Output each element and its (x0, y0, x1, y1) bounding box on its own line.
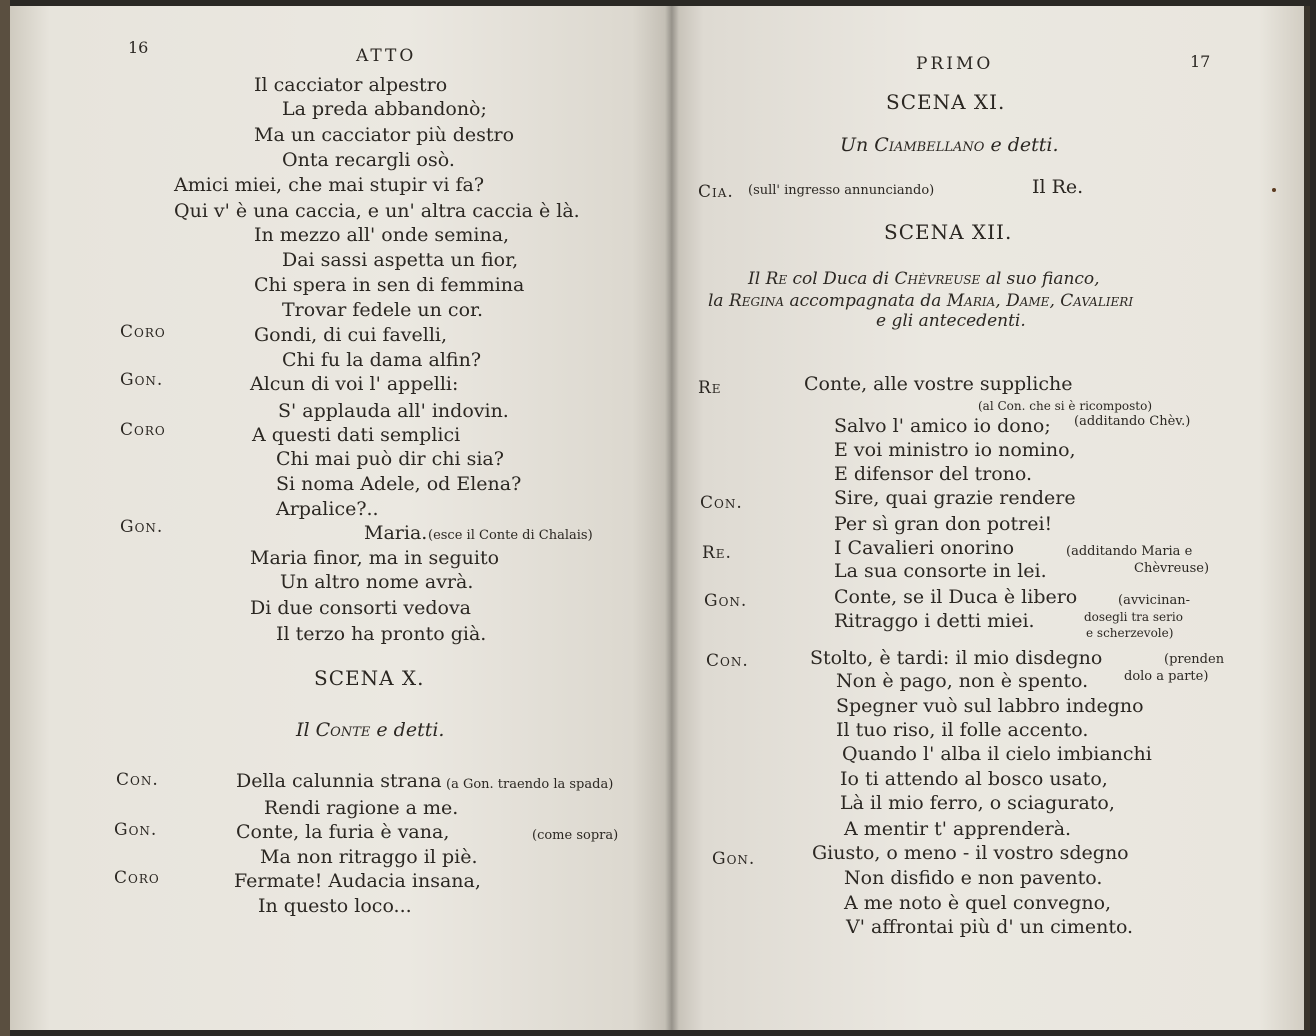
book-gutter (665, 6, 679, 1030)
scene-description-part: Il (748, 269, 766, 289)
speaker-label: Coro (120, 322, 166, 342)
left-page (10, 6, 672, 1030)
speaker-label: Gon. (120, 517, 164, 537)
running-head: ATTO (356, 46, 417, 66)
verse-line: Spegner vuò sul labbro indegno (836, 695, 1144, 717)
verse-line: In questo loco... (258, 895, 412, 917)
verse-line: Non è pago, non è spento. (836, 670, 1089, 692)
verse-line: Un altro nome avrà. (280, 571, 474, 593)
stage-direction: (sull' ingresso annunciando) (748, 183, 935, 198)
verse-line: Il terzo ha pronto già. (276, 623, 487, 645)
verse-line: Della calunnia strana (236, 770, 442, 792)
scene-description-name: Maria (946, 291, 996, 311)
verse-line: Chi fu la dama alfin? (282, 349, 482, 371)
verse-line: Ritraggo i detti miei. (834, 610, 1035, 632)
speaker-label: Coro (114, 868, 160, 888)
verse-line: Salvo l' amico io dono; (834, 415, 1051, 437)
speaker-label: Con. (116, 770, 159, 790)
scene-description-name: Dame (1006, 291, 1050, 311)
scene-description-part: accompagnata da (784, 291, 947, 311)
scene-description (840, 134, 1059, 156)
scene-description-part: , (1049, 291, 1061, 311)
scene-description-part: e detti. (984, 134, 1059, 156)
verse-line: Là il mio ferro, o sciagurato, (840, 792, 1115, 814)
verse-line: Io ti attendo al bosco usato, (840, 768, 1108, 790)
stage-direction: (al Con. che si è ricomposto) (978, 399, 1153, 413)
book-edge-left (0, 0, 10, 1036)
speaker-label: Re (698, 378, 722, 398)
speaker-label: Gon. (120, 370, 164, 390)
verse-line: Il tuo riso, il folle accento. (836, 719, 1089, 741)
verse-line: E voi ministro io nomino, (834, 439, 1076, 461)
speaker-label: Gon. (114, 820, 158, 840)
verse-line: Amici miei, che mai stupir vi fa? (174, 174, 485, 196)
verse-line: Chi mai può dir chi sia? (276, 448, 504, 470)
paper-mark (1272, 188, 1276, 192)
verse-line: Maria. (364, 522, 428, 544)
verse-line: Conte, la furia è vana, (236, 821, 450, 843)
verse-line: E difensor del trono. (834, 463, 1033, 485)
stage-direction: dosegli tra serio (1084, 610, 1183, 624)
speaker-label: Re. (702, 543, 732, 563)
verse-line: Conte, alle vostre suppliche (804, 373, 1073, 395)
scene-description: e gli antecedenti. (876, 311, 1026, 331)
scene-description (296, 719, 444, 741)
scene-description-part: Il (296, 719, 316, 741)
scene-description-name: Ciambellano (874, 134, 985, 156)
verse-line: Non disfido e non pavento. (844, 867, 1103, 889)
scene-description-name: Conte (315, 719, 371, 741)
verse-line: Quando l' alba il cielo imbianchi (842, 743, 1152, 765)
scene-title: SCENA X. (314, 666, 425, 690)
verse-line: Ma non ritraggo il piè. (260, 846, 478, 868)
verse-line: V' affrontai più d' un cimento. (846, 916, 1134, 938)
verse-line: Giusto, o meno - il vostro sdegno (812, 842, 1129, 864)
verse-line: Dai sassi aspetta un fior, (282, 249, 519, 271)
verse-line: A mentir t' apprenderà. (844, 818, 1072, 840)
stage-direction: Chèvreuse) (1134, 561, 1210, 576)
scene-description-part: col Duca di (787, 269, 895, 289)
verse-line: Alcun di voi l' appelli: (250, 373, 459, 395)
verse-line: La preda abbandonò; (282, 98, 487, 120)
speaker-label: Coro (120, 420, 166, 440)
scene-description-part: , (995, 291, 1007, 311)
verse-line: Maria finor, ma in seguito (250, 547, 500, 569)
verse-line: Rendi ragione a me. (264, 797, 459, 819)
verse-line: Per sì gran don potrei! (834, 513, 1053, 535)
stage-direction: (additando Maria e (1066, 544, 1193, 559)
page-number: 17 (1190, 52, 1211, 71)
verse-line: A me noto è quel convegno, (844, 892, 1112, 914)
scene-description-part: Un (840, 134, 875, 156)
scene-description-name: Regina (728, 291, 785, 311)
scene-description-name: Chèvreuse (894, 269, 981, 289)
right-page (672, 6, 1310, 1030)
scene-title: SCENA XI. (886, 90, 1006, 114)
stage-direction: (prenden (1164, 652, 1225, 667)
verse-line: Conte, se il Duca è libero (834, 586, 1078, 608)
verse-line: Il cacciator alpestro (254, 74, 448, 96)
verse-line: A questi dati semplici (252, 424, 461, 446)
scene-description-part: e detti. (370, 719, 445, 741)
verse-line: Di due consorti vedova (250, 597, 472, 619)
stage-direction: (come sopra) (532, 828, 619, 843)
stage-direction: (avvicinan- (1118, 593, 1190, 608)
verse-line: Ma un cacciator più destro (254, 124, 515, 146)
page-number: 16 (128, 38, 149, 57)
verse-line: Sire, quai grazie rendere (834, 487, 1076, 509)
verse-line: Onta recargli osò. (282, 149, 455, 171)
scene-description-part: al suo fianco, (980, 269, 1100, 289)
verse-line: In mezzo all' onde semina, (254, 224, 510, 246)
verse-line: Il Re. (1032, 176, 1084, 198)
verse-line: La sua consorte in lei. (834, 560, 1047, 582)
verse-line: Si noma Adele, od Elena? (276, 473, 522, 495)
verse-line: Qui v' è una caccia, e un' altra caccia è là. (174, 200, 580, 222)
speaker-label: Con. (706, 651, 749, 671)
speaker-label: Gon. (704, 591, 748, 611)
verse-line: Gondi, di cui favelli, (254, 324, 448, 346)
scene-description-part: la (708, 291, 729, 311)
scene-title: SCENA XII. (884, 220, 1013, 244)
running-head: PRIMO (916, 54, 994, 74)
speaker-label: Cia. (698, 182, 734, 202)
scene-description-name: Re (765, 269, 788, 289)
stage-direction: (additando Chèv.) (1074, 414, 1191, 429)
speaker-label: Con. (700, 493, 743, 513)
verse-line: Trovar fedele un cor. (282, 299, 484, 321)
scene-description (748, 268, 1100, 290)
verse-line: Stolto, è tardi: il mio disdegno (810, 647, 1103, 669)
verse-line: Arpalice?.. (276, 498, 379, 520)
scene-description (708, 290, 1133, 312)
verse-line: S' applauda all' indovin. (278, 400, 509, 422)
verse-line: Fermate! Audacia insana, (234, 870, 481, 892)
book-edge-right (1304, 6, 1310, 1030)
verse-line: Chi spera in sen di femmina (254, 274, 525, 296)
verse-line: I Cavalieri onorino (834, 537, 1015, 559)
scene-description-name: Cavalieri (1060, 291, 1134, 311)
speaker-label: Gon. (712, 849, 756, 869)
stage-direction: (a Gon. traendo la spada) (446, 777, 614, 792)
stage-direction: (esce il Conte di Chalais) (428, 528, 593, 543)
stage-direction: dolo a parte) (1124, 669, 1209, 684)
stage-direction: e scherzevole) (1086, 626, 1174, 640)
